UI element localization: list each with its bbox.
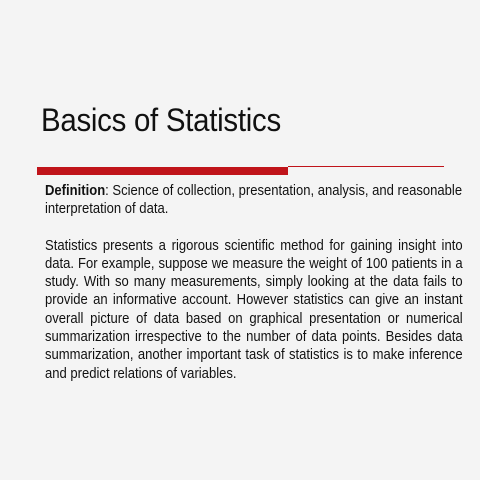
definition-text: : Science of collection, presentation, analysis, and reasonable interpretation of data. — [45, 183, 463, 218]
title-underline-thick — [37, 167, 288, 175]
slide-body — [45, 182, 463, 383]
statistics-paragraph: Statistics presents a rigorous scientific method for gaining insight into data. For example, suppose we measure the weight of 100 patients in a study. With so many measurements, simply looking at the data fails to provide an informative account. However statistics can give an instant overall picture of data based on graphical presentation or numerical summarization irrespective to the number of data points. Besides data summarization, another important task of statistics is to make inference and predict relations of variables. — [45, 237, 463, 382]
slide-title: Basics of Statistics — [41, 102, 281, 138]
title-underline-thin — [288, 166, 444, 167]
definition-label: Definition — [45, 183, 106, 199]
definition-paragraph — [45, 182, 463, 219]
